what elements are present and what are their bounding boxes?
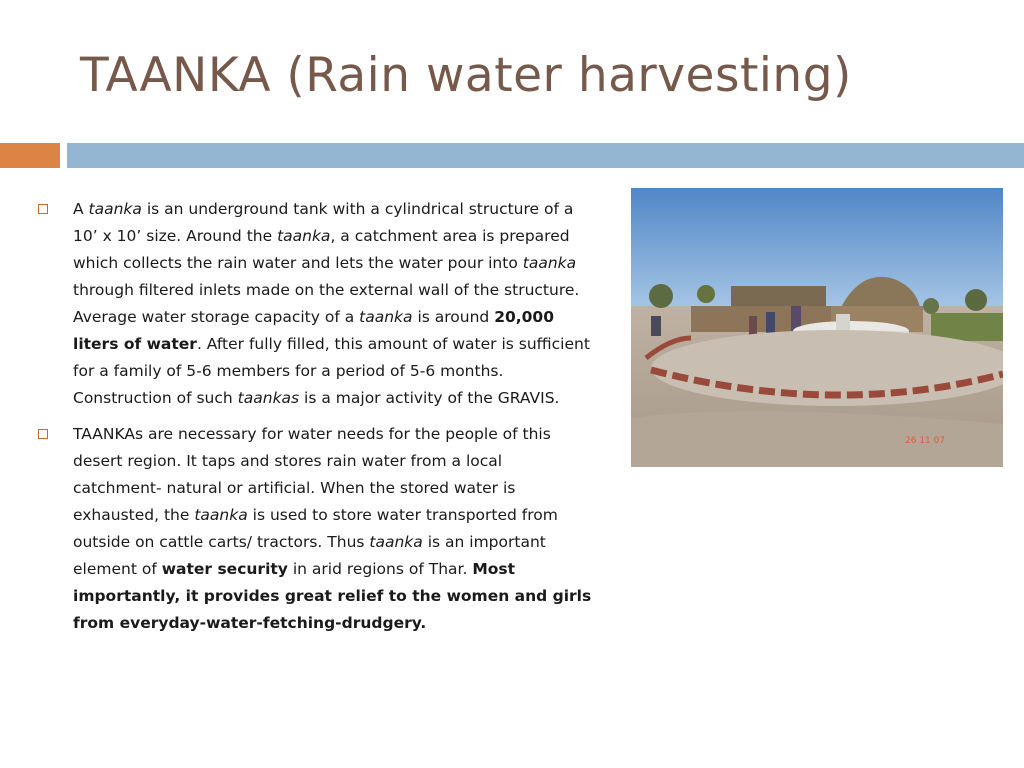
italic-text: taanka: [369, 533, 423, 551]
bullet-text: [73, 196, 595, 412]
bullet-list: [38, 196, 598, 646]
bullet-item: [38, 421, 598, 637]
bullet-item: [38, 196, 598, 412]
text-run: , a catchment area is prepared which collects the rain water and lets the water pour into: [73, 227, 570, 272]
accent-bar-blue: [67, 143, 1024, 168]
photo-date-stamp: 26 11 07: [905, 436, 946, 446]
italic-text: taanka: [194, 506, 248, 524]
bold-text: Most importantly, it provides great relief to the women and girls from everyday-water-fetching-drudgery.: [73, 560, 592, 632]
italic-text: taanka: [88, 200, 142, 218]
italic-text: taanka: [359, 308, 413, 326]
bullet-text: [73, 421, 595, 637]
bold-text: water security: [161, 560, 288, 578]
text-run: is used to store water transported from outside on cattle carts/ tractors. Thus: [73, 506, 558, 551]
text-run: TAANKAs are necessary for water needs for the people of this desert region. It taps and stores rain water from a local catchment- natural or artificial. When the stored water is exhausted, the: [73, 425, 551, 524]
bold-text: 20,000 liters of water: [73, 308, 555, 353]
italic-text: taanka: [277, 227, 331, 245]
italic-text: taanka: [522, 254, 577, 272]
text-run: is around: [412, 308, 495, 326]
text-run: . After fully filled, this amount of water is sufficient for a family of 5-6 members for a period of 5-6 months. Construction of such: [73, 335, 590, 407]
taanka-photo: [631, 188, 1003, 467]
text-run: is an important element of: [73, 533, 546, 578]
text-run: is a major activity of the GRAVIS.: [299, 389, 560, 407]
square-bullet-icon: [38, 429, 48, 439]
square-bullet-icon: [38, 204, 48, 214]
text-run: in arid regions of Thar.: [287, 560, 473, 578]
accent-bar-orange: [0, 143, 60, 168]
italic-text: taankas: [237, 389, 300, 407]
text-run: through filtered inlets made on the external wall of the structure. Average water storage capacity of a: [73, 281, 580, 326]
text-run: is an underground tank with a cylindrical structure of a 10’ x 10’ size. Around the: [73, 200, 574, 245]
slide-title: TAANKA (Rain water harvesting): [80, 48, 852, 103]
text-run: A: [73, 200, 89, 218]
